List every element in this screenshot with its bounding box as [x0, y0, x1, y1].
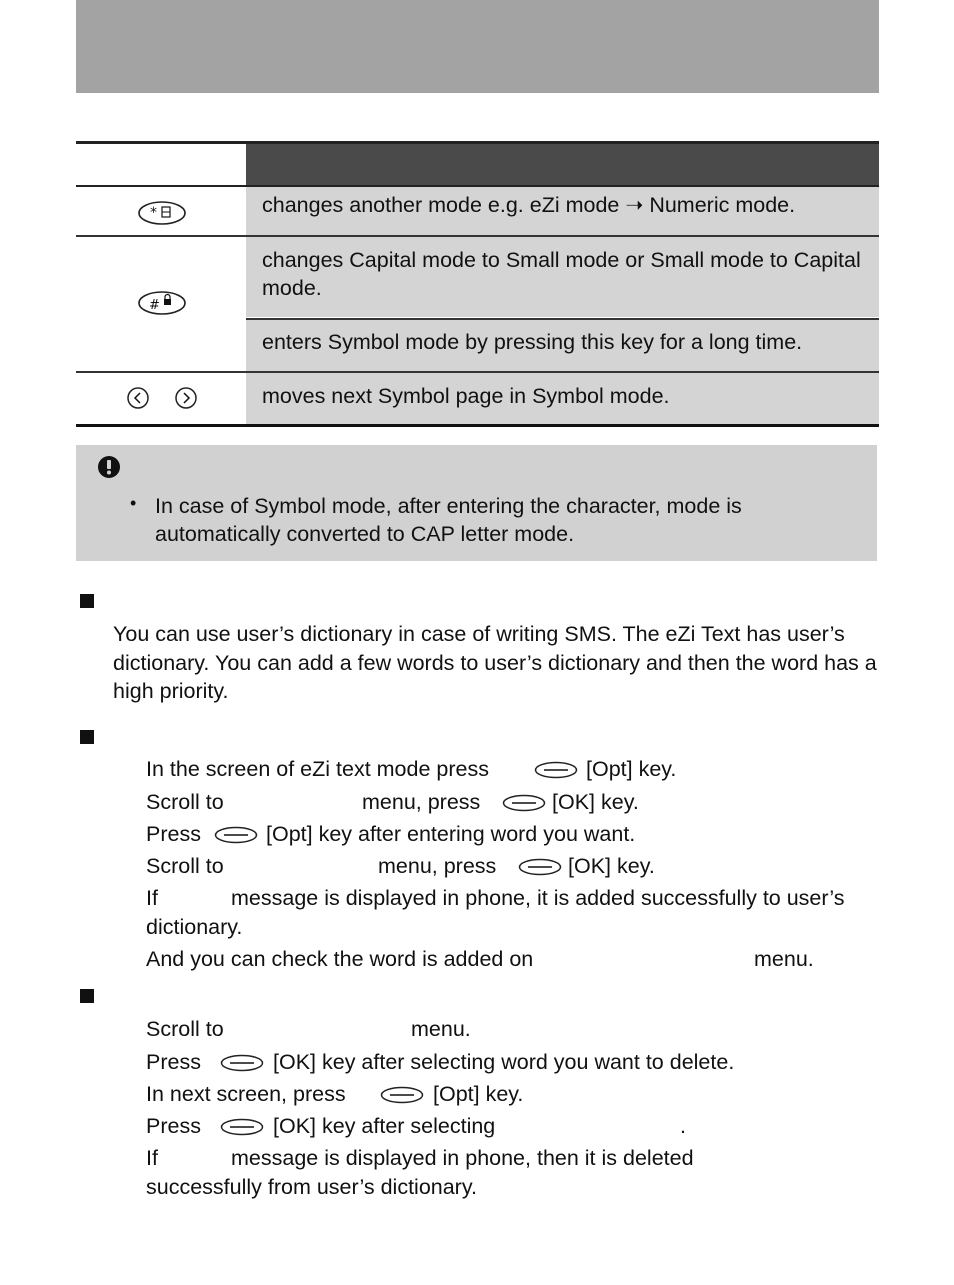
row-description: moves next Symbol page in Symbol mode.: [262, 384, 670, 408]
step: [146, 1144, 866, 1204]
soft-key-icon: [380, 1086, 424, 1104]
row-description: changes another mode e.g. eZi mode ➝ Numeric mode.: [262, 193, 796, 217]
description-cell: [246, 187, 879, 235]
table-row: [76, 373, 879, 424]
step-text: Press: [146, 822, 201, 846]
table-header: [76, 144, 879, 185]
step-text: Scroll to: [146, 854, 224, 878]
note-text: In case of Symbol mode, after entering the character, mode is automatically converted to CAP letter mode.: [155, 494, 742, 546]
step-text: [OK] key.: [552, 790, 639, 814]
table-header-description-cell: [246, 144, 879, 185]
step-text: message is displayed in phone, it is added successfully to user’s dictionary.: [146, 886, 845, 939]
step-text: [OK] key after selecting word you want to delete.: [273, 1050, 735, 1074]
step: [146, 884, 866, 944]
step-text: menu, press: [378, 854, 497, 878]
step-text: Press: [146, 1050, 201, 1074]
description-cell: [246, 373, 879, 424]
step-text: [OK] key after selecting: [273, 1114, 496, 1138]
step-text: .: [680, 1114, 686, 1138]
exclamation-icon: [98, 456, 120, 478]
svg-text:*: *: [150, 205, 157, 221]
star-key-icon: [136, 199, 188, 227]
step-text: Press: [146, 1114, 201, 1138]
step-text: [Opt] key.: [433, 1082, 524, 1106]
soft-key-icon: [518, 858, 562, 876]
soft-key-icon: [534, 761, 578, 779]
step-text: Scroll to: [146, 790, 224, 814]
step-text: In the screen of eZi text mode press: [146, 757, 489, 781]
row-description: enters Symbol mode by pressing this key for a long time.: [262, 330, 803, 354]
step-text: Scroll to: [146, 1017, 224, 1041]
note-box: [76, 445, 877, 561]
step-text: menu, press: [362, 790, 481, 814]
table-row-group: [76, 237, 879, 371]
key-cell: [76, 237, 246, 371]
step-text: menu.: [411, 1017, 471, 1041]
left-right-keys-icon: [124, 385, 200, 411]
soft-key-icon: [220, 1118, 264, 1136]
table-header-key-cell: [76, 144, 246, 185]
step-text: In next screen, press: [146, 1082, 346, 1106]
row-divider: [246, 318, 879, 320]
section-marker: [80, 594, 94, 608]
soft-key-icon: [502, 794, 546, 812]
step-text: [OK] key.: [568, 854, 655, 878]
description-cell: [246, 237, 879, 317]
description-cell: [246, 319, 879, 371]
key-cell: [76, 187, 246, 235]
step-text: [Opt] key after entering word you want.: [266, 822, 636, 846]
hash-key-icon: [136, 289, 188, 317]
step-text: And you can check the word is added on: [146, 947, 534, 971]
bullet: •: [130, 493, 137, 513]
step-text: If: [146, 1146, 158, 1170]
step-text: If: [146, 886, 158, 910]
row-description: changes Capital mode to Small mode or Small mode to Capital mode.: [262, 248, 861, 300]
step-text: [Opt] key.: [586, 757, 677, 781]
key-cell: [76, 373, 246, 424]
section-body: You can use user’s dictionary in case of writing SMS. The eZi Text has user’s dictionary. You can add a few words to user’s dictionary and then the word has a high priority.: [113, 622, 877, 703]
step-text: message is displayed in phone, then it is deleted successfully from user’s dictionary.: [146, 1146, 694, 1199]
section-marker: [80, 730, 94, 744]
header-band: [76, 0, 879, 93]
step-text: menu.: [754, 947, 814, 971]
svg-text:#: #: [149, 298, 160, 313]
table-bottom-rule: [76, 424, 879, 427]
table-row: [76, 187, 879, 235]
section-marker: [80, 989, 94, 1003]
soft-key-icon: [214, 826, 258, 844]
soft-key-icon: [220, 1054, 264, 1072]
